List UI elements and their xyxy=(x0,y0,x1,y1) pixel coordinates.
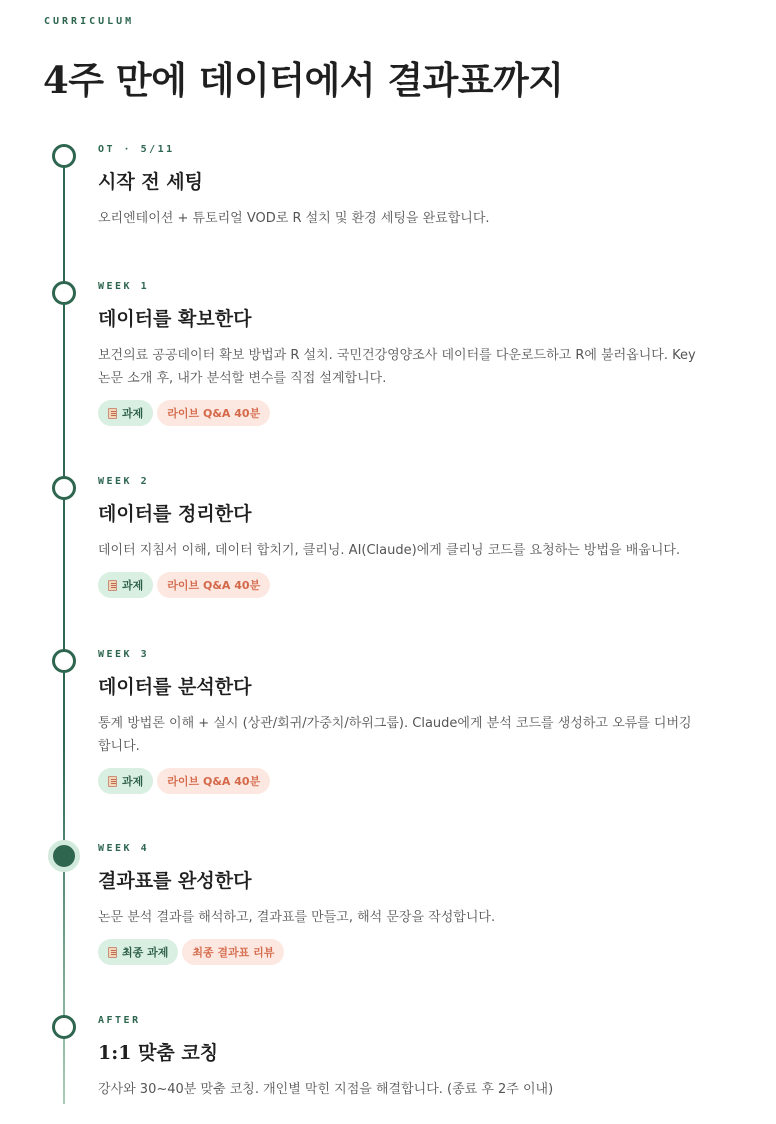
timeline-description: 논문 분석 결과를 해석하고, 결과표를 만들고, 해석 문장을 작성합니다. xyxy=(98,910,496,925)
timeline-node-week-3 xyxy=(52,649,76,673)
tag-group xyxy=(98,939,698,965)
assignment-tag-label: 과제 xyxy=(122,407,144,420)
timeline-label: OT · 5/11 xyxy=(98,144,175,155)
timeline-description: 통계 방법론 이해 + 실시 (상관/회귀/가중치/하위그룹). Claude에게 분석 코드를 생성하고 오류를 디버깅합니다. xyxy=(98,716,692,754)
timeline-title: 시작 전 세팅 xyxy=(98,171,203,193)
timeline-label: WEEK 3 xyxy=(98,649,150,660)
assignment-tag xyxy=(98,768,153,794)
assignment-tag xyxy=(98,400,153,426)
timeline-title: 데이터를 분석한다 xyxy=(98,676,252,698)
timeline-item-week-2 xyxy=(98,475,698,598)
timeline-item-week-3 xyxy=(98,648,698,794)
timeline-title: 데이터를 정리한다 xyxy=(98,503,252,525)
timeline-item-week-1 xyxy=(98,280,698,426)
timeline-description: 오리엔테이션 + 튜토리얼 VOD로 R 설치 및 환경 세팅을 완료합니다. xyxy=(98,211,490,226)
timeline-title: 결과표를 완성한다 xyxy=(98,870,252,892)
timeline-title: 1:1 맞춤 코칭 xyxy=(98,1042,219,1064)
timeline-node-after xyxy=(52,1015,76,1039)
timeline-node-week-2 xyxy=(52,476,76,500)
memo-icon xyxy=(108,580,117,591)
memo-icon xyxy=(108,408,117,419)
timeline-description: 강사와 30~40분 맞춤 코칭. 개인별 막힌 지점을 해결합니다. (종료 후 2주 이내) xyxy=(98,1082,554,1097)
page-title: 4주 만에 데이터에서 결과표까지 xyxy=(43,58,564,102)
live-qa-tag: 라이브 Q&A 40분 xyxy=(157,768,270,794)
timeline-item-after xyxy=(98,1014,698,1101)
final-assignment-tag-label: 최종 과제 xyxy=(122,946,169,959)
live-qa-tag: 라이브 Q&A 40분 xyxy=(157,572,270,598)
assignment-tag-label: 과제 xyxy=(122,579,144,592)
memo-icon xyxy=(108,947,117,958)
timeline-label: AFTER xyxy=(98,1015,141,1026)
timeline-node-week-4-active xyxy=(48,840,80,872)
timeline-node-week-1 xyxy=(52,281,76,305)
timeline-description: 보건의료 공공데이터 확보 방법과 R 설치. 국민건강영양조사 데이터를 다운로드하고 R에 불러옵니다. Key 논문 소개 후, 내가 분석할 변수를 직접 설계합니다. xyxy=(98,348,696,386)
timeline-label: WEEK 2 xyxy=(98,476,150,487)
assignment-tag xyxy=(98,572,153,598)
final-review-tag: 최종 결과표 리뷰 xyxy=(182,939,284,965)
timeline-label: WEEK 1 xyxy=(98,281,150,292)
timeline-node-ot xyxy=(52,144,76,168)
assignment-tag-label: 과제 xyxy=(122,775,144,788)
final-assignment-tag xyxy=(98,939,178,965)
timeline-description: 데이터 지침서 이해, 데이터 합치기, 클리닝. AI(Claude)에게 클리닝 코드를 요청하는 방법을 배웁니다. xyxy=(98,543,681,558)
tag-group xyxy=(98,572,698,598)
tag-group xyxy=(98,400,698,426)
timeline-title: 데이터를 확보한다 xyxy=(98,308,252,330)
timeline-label: WEEK 4 xyxy=(98,843,150,854)
memo-icon xyxy=(108,776,117,787)
section-eyebrow: CURRICULUM xyxy=(44,16,135,27)
live-qa-tag: 라이브 Q&A 40분 xyxy=(157,400,270,426)
timeline-item-ot xyxy=(98,143,698,230)
tag-group xyxy=(98,768,698,794)
timeline-item-week-4 xyxy=(98,842,698,965)
